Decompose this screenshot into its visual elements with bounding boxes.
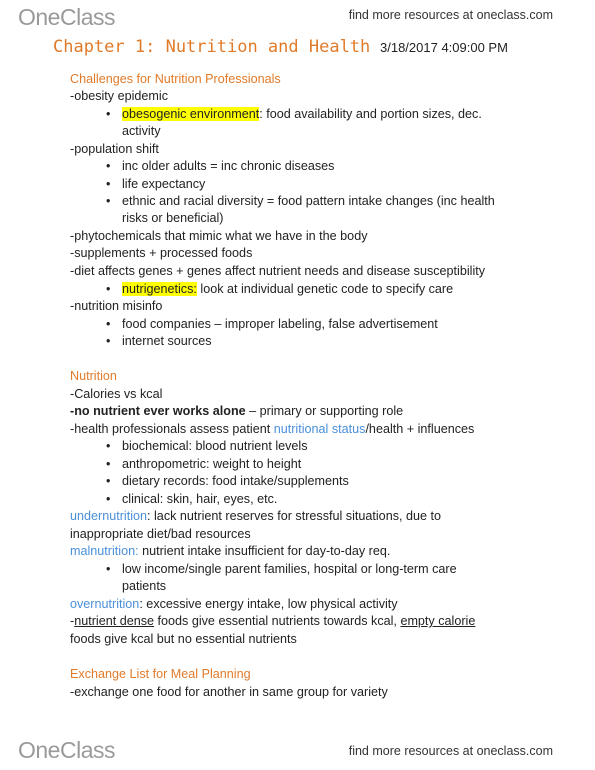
- term: malnutrition:: [70, 544, 139, 558]
- note-line: patients: [122, 579, 167, 593]
- note-line: -Calories vs kcal: [70, 387, 163, 401]
- section-heading: Exchange List for Meal Planning: [70, 667, 251, 681]
- underlined-term: nutrient dense: [74, 614, 155, 628]
- bullet-item: • inc older adults = inc chronic diseases: [122, 158, 334, 175]
- bullet-item: • low income/single parent families, hospital or long-term care: [122, 561, 457, 578]
- bullet-text: : food availability and portion sizes, dec.: [259, 107, 482, 121]
- note-line: -supplements + processed foods: [70, 246, 253, 260]
- underlined-term: empty calorie: [400, 614, 476, 628]
- note-text: : lack nutrient reserves for stressful situations, due to: [147, 509, 442, 523]
- tagline[interactable]: find more resources at oneclass.com: [348, 744, 553, 758]
- bullet-item: • anthropometric: weight to height: [122, 456, 301, 473]
- bold-text: -no nutrient ever works alone: [70, 404, 246, 418]
- note-line: [70, 596, 398, 613]
- term: undernutrition: [70, 509, 148, 523]
- note-text: -health professionals assess patient: [70, 422, 274, 436]
- bullet-item: • ethnic and racial diversity = food pattern intake changes (inc health: [122, 193, 495, 210]
- tagline[interactable]: find more resources at oneclass.com: [348, 8, 553, 22]
- note-text: -: [70, 614, 75, 628]
- note-line: foods give kcal but no essential nutrients: [70, 632, 297, 646]
- note-line: -obesity epidemic: [70, 89, 168, 103]
- note-line: -nutrition misinfo: [70, 299, 163, 313]
- note-text: nutrient intake insufficient for day-to-day req.: [138, 544, 391, 558]
- note-text: /health + influences: [365, 422, 475, 436]
- bullet-item: • internet sources: [122, 333, 212, 350]
- note-text: : excessive energy intake, low physical activity: [139, 597, 398, 611]
- note-line: activity: [122, 124, 161, 138]
- highlight-term: obesogenic environment: [122, 107, 260, 121]
- oneclass-logo: OneClass: [18, 737, 115, 763]
- bullet-item: • dietary records: food intake/supplements: [122, 473, 349, 490]
- highlight-term: nutrigenetics:: [122, 282, 197, 296]
- note-line: [70, 421, 474, 438]
- term-link: nutritional status: [273, 422, 366, 436]
- bullet-item: • life expectancy: [122, 176, 205, 193]
- bullet-item: [122, 281, 453, 298]
- section-heading: Nutrition: [70, 369, 117, 383]
- chapter-title: Chapter 1: Nutrition and Health: [53, 37, 371, 57]
- note-line: [70, 613, 475, 630]
- term: overnutrition: [70, 597, 140, 611]
- note-line: [70, 403, 403, 420]
- bullet-item: • biochemical: blood nutrient levels: [122, 438, 308, 455]
- bullet-item: • food companies – improper labeling, false advertisement: [122, 316, 438, 333]
- note-line: -phytochemicals that mimic what we have in the body: [70, 229, 368, 243]
- note-line: risks or beneficial): [122, 211, 224, 225]
- section-heading: Challenges for Nutrition Professionals: [70, 72, 281, 86]
- bullet-item: [122, 106, 482, 123]
- note-line: inappropriate diet/bad resources: [70, 527, 251, 541]
- bullet-text: look at individual genetic code to specify care: [196, 282, 454, 296]
- note-line: -exchange one food for another in same group for variety: [70, 685, 388, 699]
- note-line: -diet affects genes + genes affect nutrient needs and disease susceptibility: [70, 264, 486, 278]
- note-line: -population shift: [70, 142, 159, 156]
- note-text: foods give essential nutrients towards kcal,: [154, 614, 401, 628]
- note-text: – primary or supporting role: [245, 404, 404, 418]
- datetime: 3/18/2017 4:09:00 PM: [380, 40, 508, 55]
- oneclass-logo: OneClass: [18, 4, 115, 30]
- bullet-item: • clinical: skin, hair, eyes, etc.: [122, 491, 277, 508]
- note-line: [70, 508, 441, 525]
- note-line: [70, 543, 390, 560]
